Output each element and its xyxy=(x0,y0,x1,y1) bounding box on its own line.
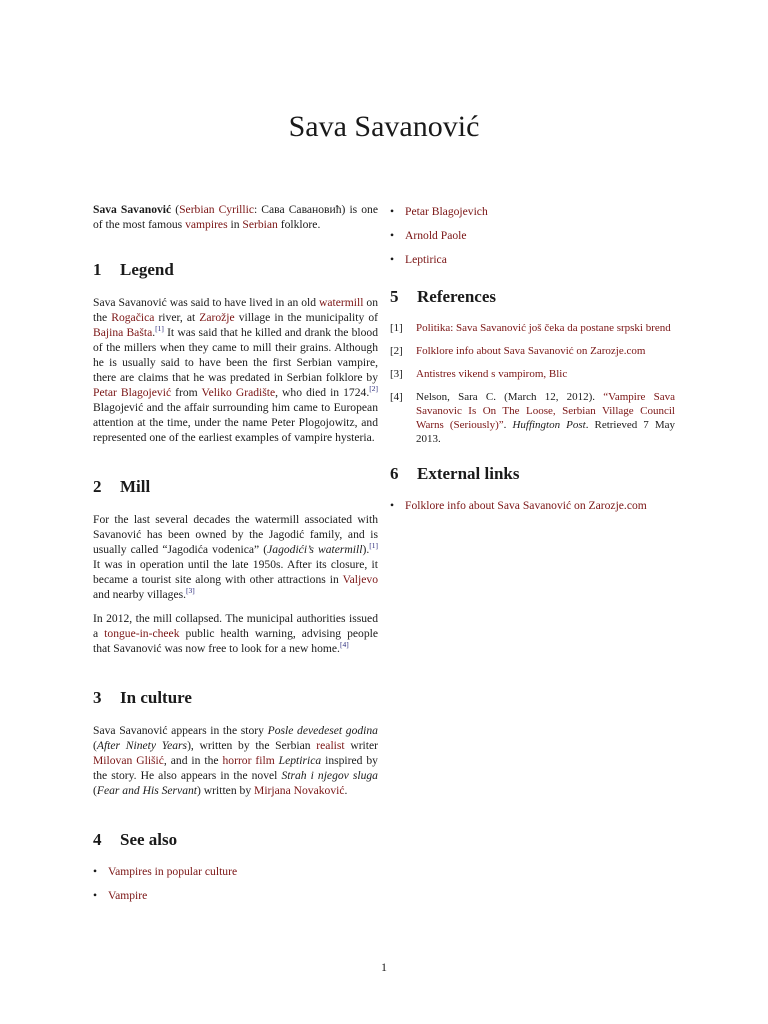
watermill-link[interactable]: watermill xyxy=(319,296,364,309)
section-heading-references: 5 References xyxy=(390,287,496,306)
reference-item: [1] Politika: Sava Savanović još čeka da postane srpski brend xyxy=(390,322,671,334)
article-subject: Sava Savanović xyxy=(93,203,172,216)
external-links-list xyxy=(390,498,675,513)
mirjana-novakovic-link[interactable]: Mirjana Novaković xyxy=(254,784,345,797)
section-heading-in-culture: 3 In culture xyxy=(93,688,192,707)
list-item xyxy=(390,252,675,267)
milovan-glisic-link[interactable]: Milovan Glišić xyxy=(93,754,164,767)
see-also-link[interactable]: Arnold Paole xyxy=(405,229,467,242)
see-also-link[interactable]: Vampire xyxy=(108,889,148,902)
petar-blagojevic-link[interactable]: Petar Blagojević xyxy=(93,386,172,399)
reference-link[interactable]: Folklore info about Sava Savanović on Zarozje.com xyxy=(416,345,646,357)
horror-film-link[interactable]: horror film xyxy=(222,754,275,767)
zarozje-link[interactable]: Zarožje xyxy=(199,311,235,324)
see-also-list xyxy=(93,864,378,903)
section-heading-external-links: 6 External links xyxy=(390,464,520,483)
see-also-list-continued xyxy=(390,204,675,267)
reference-link[interactable]: Politika: Sava Savanović još čeka da postane srpski brend xyxy=(416,322,671,334)
legend-paragraph: Sava Savanović was said to have lived in an old watermill on the Rogačica river, at Zarožje village in the municipality of Bajina Bašta.[1] It was said that he killed and drank the blood of the millers when they came to mill their grains. Although he is usually said to have been the first Serbian vampire, there are claims that he was predated in Serbian folklore by Petar Blagojević from Veliko Gradište, who died in 1724.[2] Blagojević and the affair surrounding him came to European attention at the time, under the name Peter Plogojowitz, and represented one of the earliest examples of vampire hysteria. xyxy=(93,296,378,444)
see-also-link[interactable]: Petar Blagojevich xyxy=(405,205,488,218)
list-item xyxy=(93,888,378,903)
bullet-icon: • xyxy=(390,229,395,242)
bullet-icon: • xyxy=(93,889,98,902)
intro-paragraph: Sava Savanović (Serbian Cyrillic: Сава Савановић) is one of the most famous vampires in Serbian folklore. xyxy=(93,203,378,231)
vampires-link[interactable]: vampires xyxy=(185,218,228,231)
bajina-basta-link[interactable]: Bajina Bašta xyxy=(93,326,153,339)
right-column xyxy=(390,204,675,522)
left-column xyxy=(93,202,378,912)
reference-item: [4] Nelson, Sara C. (March 12, 2012). “Vampire Sava Savanovic Is On The Loose, Serbian Village Council Warns (Seriously)”. Huffington Post. Retrieved 7 May 2013. xyxy=(390,391,675,445)
see-also-link[interactable]: Leptirica xyxy=(405,253,447,266)
section-heading-see-also: 4 See also xyxy=(93,830,178,849)
realist-link[interactable]: realist xyxy=(316,739,345,752)
serbian-cyrillic-link[interactable]: Serbian Cyrillic xyxy=(179,203,254,216)
mill-paragraph-1: For the last several decades the watermill associated with Savanović has been owned by the Jagodić family, and is usually called “Jagodića vodenica” (Jagodići’s watermill).[1] It was in operation until the late 1950s. After its closure, it became a tourist site along with other attractions in Valjevo and nearby villages.[3] xyxy=(93,513,378,601)
bullet-icon: • xyxy=(390,499,395,512)
serbian-link[interactable]: Serbian xyxy=(242,218,278,231)
see-also-link[interactable]: Vampires in popular culture xyxy=(108,865,238,878)
valjevo-link[interactable]: Valjevo xyxy=(342,573,378,586)
reference-item: [2] Folklore info about Sava Savanović on Zarozje.com xyxy=(390,345,646,357)
bullet-icon: • xyxy=(390,205,395,218)
reference-link[interactable]: Antistres vikend s vampirom, Blic xyxy=(416,368,568,380)
section-heading-legend: 1 Legend xyxy=(93,260,174,279)
culture-paragraph: Sava Savanović appears in the story Posle devedeset godina (After Ninety Years), written by the Serbian realist writer Milovan Glišić, and in the horror film Leptirica inspired by the story. He also appears in the novel Strah i njegov sluga (Fear and His Servant) written by Mirjana Novaković. xyxy=(93,724,378,797)
mill-paragraph-2: In 2012, the mill collapsed. The municipal authorities issued a tongue-in-cheek public health warning, advising people that Savanović was now free to look for a new home.[4] xyxy=(93,612,378,655)
citation-1[interactable]: [1] xyxy=(155,324,164,334)
bullet-icon: • xyxy=(93,865,98,878)
list-item xyxy=(93,864,378,879)
citation-1[interactable]: [1] xyxy=(369,541,378,551)
section-heading-mill: 2 Mill xyxy=(93,477,151,496)
bullet-icon: • xyxy=(390,253,395,266)
rogacica-link[interactable]: Rogačica xyxy=(111,311,155,324)
tongue-in-cheek-link[interactable]: tongue-in-cheek xyxy=(104,627,180,640)
page-number: 1 xyxy=(381,960,387,974)
list-item xyxy=(390,498,675,513)
external-link[interactable]: Folklore info about Sava Savanović on Zarozje.com xyxy=(405,499,647,512)
veliko-gradiste-link[interactable]: Veliko Gradište xyxy=(201,386,276,399)
page-title: Sava Savanović xyxy=(288,110,480,143)
list-item xyxy=(390,228,675,243)
citation-3[interactable]: [3] xyxy=(186,586,195,596)
list-item xyxy=(390,204,675,219)
reference-item: [3] Antistres vikend s vampirom, Blic xyxy=(390,368,568,380)
citation-2[interactable]: [2] xyxy=(369,384,378,394)
citation-4[interactable]: [4] xyxy=(339,640,349,650)
reference-link[interactable]: “Vampire Sava Savanovic Is On The Loose, Serbian Village Council Warns (Seriously)” xyxy=(416,391,675,431)
